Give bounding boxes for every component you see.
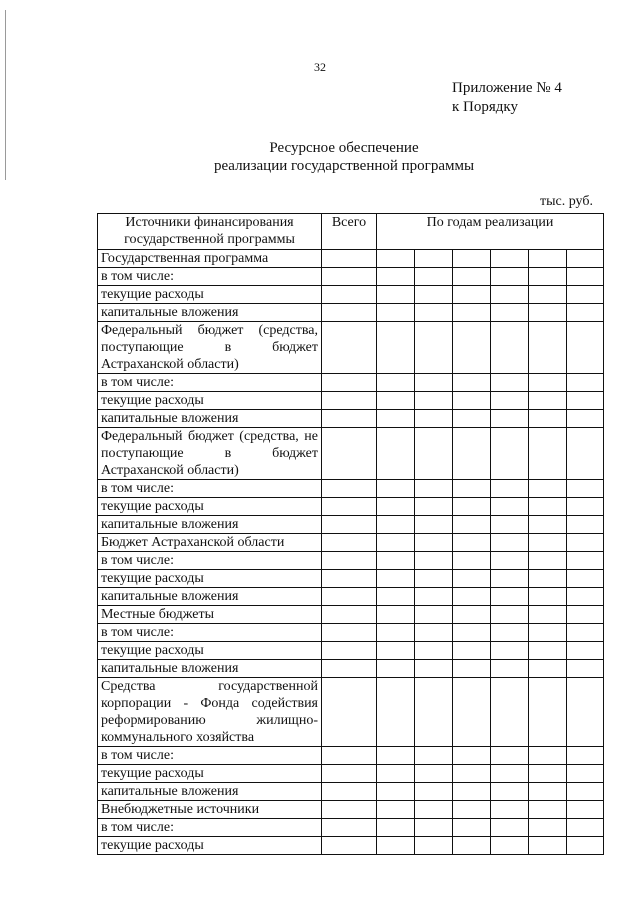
year-cell	[491, 392, 529, 410]
year-cell	[453, 747, 491, 765]
year-cell	[415, 819, 453, 837]
year-cell	[453, 428, 491, 480]
year-cell	[567, 516, 604, 534]
year-cell	[377, 286, 415, 304]
year-cell	[453, 783, 491, 801]
year-cell	[415, 428, 453, 480]
total-cell	[322, 642, 377, 660]
year-cell	[453, 286, 491, 304]
total-cell	[322, 588, 377, 606]
year-cell	[415, 322, 453, 374]
row-source-label: текущие расходы	[98, 286, 322, 304]
year-cell	[529, 428, 567, 480]
page-number: 32	[314, 60, 326, 74]
year-cell	[567, 304, 604, 322]
year-cell	[529, 642, 567, 660]
year-cell	[491, 642, 529, 660]
header-total: Всего	[322, 214, 377, 250]
total-cell	[322, 374, 377, 392]
appendix-line-2: к Порядку	[452, 99, 518, 115]
year-cell	[453, 642, 491, 660]
year-cell	[377, 570, 415, 588]
year-cell	[453, 374, 491, 392]
year-cell	[453, 819, 491, 837]
year-cell	[453, 678, 491, 747]
year-cell	[453, 516, 491, 534]
year-cell	[415, 588, 453, 606]
year-cell	[567, 480, 604, 498]
year-cell	[377, 747, 415, 765]
year-cell	[377, 392, 415, 410]
year-cell	[491, 765, 529, 783]
year-cell	[377, 480, 415, 498]
table-row	[98, 606, 604, 624]
table-row	[98, 570, 604, 588]
total-cell	[322, 783, 377, 801]
total-cell	[322, 624, 377, 642]
row-source-label: капитальные вложения	[98, 304, 322, 322]
table-row	[98, 534, 604, 552]
year-cell	[377, 428, 415, 480]
year-cell	[491, 801, 529, 819]
year-cell	[491, 747, 529, 765]
year-cell	[453, 480, 491, 498]
year-cell	[453, 552, 491, 570]
year-cell	[377, 801, 415, 819]
year-cell	[491, 286, 529, 304]
total-cell	[322, 606, 377, 624]
year-cell	[491, 660, 529, 678]
total-cell	[322, 516, 377, 534]
year-cell	[529, 837, 567, 855]
year-cell	[453, 765, 491, 783]
year-cell	[491, 480, 529, 498]
year-cell	[491, 250, 529, 268]
year-cell	[415, 516, 453, 534]
table-row	[98, 660, 604, 678]
year-cell	[415, 304, 453, 322]
total-cell	[322, 534, 377, 552]
year-cell	[415, 268, 453, 286]
row-source-label: в том числе:	[98, 624, 322, 642]
total-cell	[322, 819, 377, 837]
year-cell	[529, 286, 567, 304]
year-cell	[567, 801, 604, 819]
year-cell	[415, 678, 453, 747]
year-cell	[567, 498, 604, 516]
year-cell	[453, 588, 491, 606]
year-cell	[491, 304, 529, 322]
row-source-label: Федеральный бюджет (средства, поступающие в бюджет Астраханской области)	[98, 322, 322, 374]
year-cell	[567, 747, 604, 765]
year-cell	[529, 480, 567, 498]
table-row	[98, 624, 604, 642]
table-row	[98, 480, 604, 498]
row-source-label: текущие расходы	[98, 498, 322, 516]
year-cell	[377, 410, 415, 428]
table-row	[98, 428, 604, 480]
year-cell	[529, 606, 567, 624]
year-cell	[415, 250, 453, 268]
year-cell	[491, 268, 529, 286]
year-cell	[491, 534, 529, 552]
year-cell	[415, 624, 453, 642]
year-cell	[415, 747, 453, 765]
year-cell	[377, 374, 415, 392]
year-cell	[415, 801, 453, 819]
year-cell	[377, 837, 415, 855]
total-cell	[322, 410, 377, 428]
year-cell	[377, 250, 415, 268]
year-cell	[415, 410, 453, 428]
year-cell	[567, 374, 604, 392]
year-cell	[453, 570, 491, 588]
year-cell	[491, 516, 529, 534]
year-cell	[377, 304, 415, 322]
table-row	[98, 322, 604, 374]
year-cell	[415, 286, 453, 304]
year-cell	[415, 765, 453, 783]
row-source-label: Местные бюджеты	[98, 606, 322, 624]
document-title	[0, 139, 640, 175]
year-cell	[567, 534, 604, 552]
year-cell	[491, 606, 529, 624]
year-cell	[529, 747, 567, 765]
table-row	[98, 552, 604, 570]
year-cell	[529, 588, 567, 606]
year-cell	[567, 250, 604, 268]
year-cell	[529, 801, 567, 819]
year-cell	[567, 428, 604, 480]
row-source-label: текущие расходы	[98, 570, 322, 588]
year-cell	[453, 498, 491, 516]
year-cell	[529, 392, 567, 410]
year-cell	[491, 837, 529, 855]
year-cell	[567, 642, 604, 660]
total-cell	[322, 552, 377, 570]
year-cell	[415, 606, 453, 624]
year-cell	[529, 516, 567, 534]
year-cell	[377, 678, 415, 747]
total-cell	[322, 250, 377, 268]
year-cell	[377, 534, 415, 552]
year-cell	[377, 588, 415, 606]
year-cell	[567, 410, 604, 428]
row-source-label: текущие расходы	[98, 642, 322, 660]
row-source-label: Внебюджетные источники	[98, 801, 322, 819]
row-source-label: текущие расходы	[98, 392, 322, 410]
year-cell	[415, 783, 453, 801]
row-source-label: капитальные вложения	[98, 588, 322, 606]
total-cell	[322, 801, 377, 819]
year-cell	[491, 819, 529, 837]
year-cell	[415, 837, 453, 855]
table-row	[98, 747, 604, 765]
year-cell	[567, 392, 604, 410]
table-row	[98, 642, 604, 660]
year-cell	[491, 428, 529, 480]
year-cell	[415, 498, 453, 516]
table-row	[98, 410, 604, 428]
row-source-label: текущие расходы	[98, 837, 322, 855]
table-row	[98, 588, 604, 606]
row-source-label: капитальные вложения	[98, 516, 322, 534]
total-cell	[322, 322, 377, 374]
year-cell	[529, 660, 567, 678]
resource-table	[97, 213, 604, 855]
year-cell	[529, 498, 567, 516]
year-cell	[491, 498, 529, 516]
year-cell	[377, 322, 415, 374]
year-cell	[415, 480, 453, 498]
year-cell	[377, 642, 415, 660]
year-cell	[415, 570, 453, 588]
table-row	[98, 374, 604, 392]
year-cell	[415, 552, 453, 570]
year-cell	[453, 268, 491, 286]
year-cell	[491, 588, 529, 606]
year-cell	[491, 322, 529, 374]
table-row	[98, 250, 604, 268]
year-cell	[529, 304, 567, 322]
table-header-row	[98, 214, 604, 250]
year-cell	[567, 322, 604, 374]
year-cell	[491, 678, 529, 747]
total-cell	[322, 480, 377, 498]
year-cell	[415, 642, 453, 660]
year-cell	[567, 268, 604, 286]
row-source-label: в том числе:	[98, 747, 322, 765]
year-cell	[491, 410, 529, 428]
row-source-label: Бюджет Астраханской области	[98, 534, 322, 552]
year-cell	[453, 606, 491, 624]
year-cell	[491, 374, 529, 392]
total-cell	[322, 678, 377, 747]
year-cell	[415, 392, 453, 410]
year-cell	[567, 570, 604, 588]
year-cell	[529, 250, 567, 268]
year-cell	[529, 322, 567, 374]
year-cell	[453, 322, 491, 374]
year-cell	[529, 678, 567, 747]
year-cell	[377, 268, 415, 286]
total-cell	[322, 304, 377, 322]
year-cell	[529, 570, 567, 588]
table-row	[98, 268, 604, 286]
year-cell	[567, 678, 604, 747]
appendix-line-1: Приложение № 4	[452, 80, 562, 96]
row-source-label: в том числе:	[98, 819, 322, 837]
year-cell	[567, 588, 604, 606]
year-cell	[567, 837, 604, 855]
year-cell	[529, 268, 567, 286]
year-cell	[415, 534, 453, 552]
year-cell	[377, 624, 415, 642]
total-cell	[322, 286, 377, 304]
year-cell	[415, 374, 453, 392]
year-cell	[567, 660, 604, 678]
table-row	[98, 801, 604, 819]
header-source: Источники финансирования государственной программы	[98, 214, 322, 250]
year-cell	[377, 516, 415, 534]
total-cell	[322, 837, 377, 855]
appendix-note	[452, 79, 562, 117]
total-cell	[322, 428, 377, 480]
table-row	[98, 304, 604, 322]
year-cell	[453, 304, 491, 322]
year-cell	[415, 660, 453, 678]
row-source-label: в том числе:	[98, 552, 322, 570]
document-title-line-2: реализации государственной программы	[213, 158, 475, 174]
total-cell	[322, 498, 377, 516]
year-cell	[377, 606, 415, 624]
year-cell	[453, 660, 491, 678]
units-label: тыс. руб.	[540, 194, 593, 209]
row-source-label: Государственная программа	[98, 250, 322, 268]
table-row	[98, 392, 604, 410]
year-cell	[453, 801, 491, 819]
year-cell	[453, 250, 491, 268]
total-cell	[322, 747, 377, 765]
table-row	[98, 286, 604, 304]
row-source-label: Средства государственной корпорации - Фонда содействия реформированию жилищно-коммунального хозяйства	[98, 678, 322, 747]
row-source-label: в том числе:	[98, 268, 322, 286]
year-cell	[529, 765, 567, 783]
year-cell	[567, 606, 604, 624]
year-cell	[491, 624, 529, 642]
year-cell	[567, 286, 604, 304]
year-cell	[491, 552, 529, 570]
year-cell	[567, 624, 604, 642]
document-title-line-1: Ресурсное обеспечение	[269, 140, 419, 156]
year-cell	[491, 570, 529, 588]
row-source-label: капитальные вложения	[98, 660, 322, 678]
header-years: По годам реализации	[377, 214, 604, 250]
table-body	[98, 250, 604, 855]
year-cell	[567, 552, 604, 570]
table-row	[98, 783, 604, 801]
year-cell	[377, 765, 415, 783]
total-cell	[322, 765, 377, 783]
year-cell	[529, 410, 567, 428]
table-row	[98, 516, 604, 534]
total-cell	[322, 392, 377, 410]
year-cell	[529, 552, 567, 570]
year-cell	[377, 552, 415, 570]
total-cell	[322, 268, 377, 286]
row-source-label: в том числе:	[98, 374, 322, 392]
year-cell	[453, 837, 491, 855]
year-cell	[377, 819, 415, 837]
year-cell	[453, 624, 491, 642]
table-row	[98, 678, 604, 747]
row-source-label: текущие расходы	[98, 765, 322, 783]
total-cell	[322, 660, 377, 678]
year-cell	[453, 392, 491, 410]
row-source-label: Федеральный бюджет (средства, не поступающие в бюджет Астраханской области)	[98, 428, 322, 480]
year-cell	[529, 819, 567, 837]
table-row	[98, 819, 604, 837]
year-cell	[567, 765, 604, 783]
year-cell	[529, 624, 567, 642]
table-row	[98, 765, 604, 783]
row-source-label: капитальные вложения	[98, 783, 322, 801]
year-cell	[377, 498, 415, 516]
row-source-label: в том числе:	[98, 480, 322, 498]
year-cell	[529, 783, 567, 801]
year-cell	[567, 783, 604, 801]
year-cell	[529, 374, 567, 392]
table-row	[98, 837, 604, 855]
year-cell	[453, 534, 491, 552]
row-source-label: капитальные вложения	[98, 410, 322, 428]
year-cell	[453, 410, 491, 428]
table-row	[98, 498, 604, 516]
year-cell	[491, 783, 529, 801]
year-cell	[377, 660, 415, 678]
total-cell	[322, 570, 377, 588]
year-cell	[529, 534, 567, 552]
year-cell	[377, 783, 415, 801]
year-cell	[567, 819, 604, 837]
